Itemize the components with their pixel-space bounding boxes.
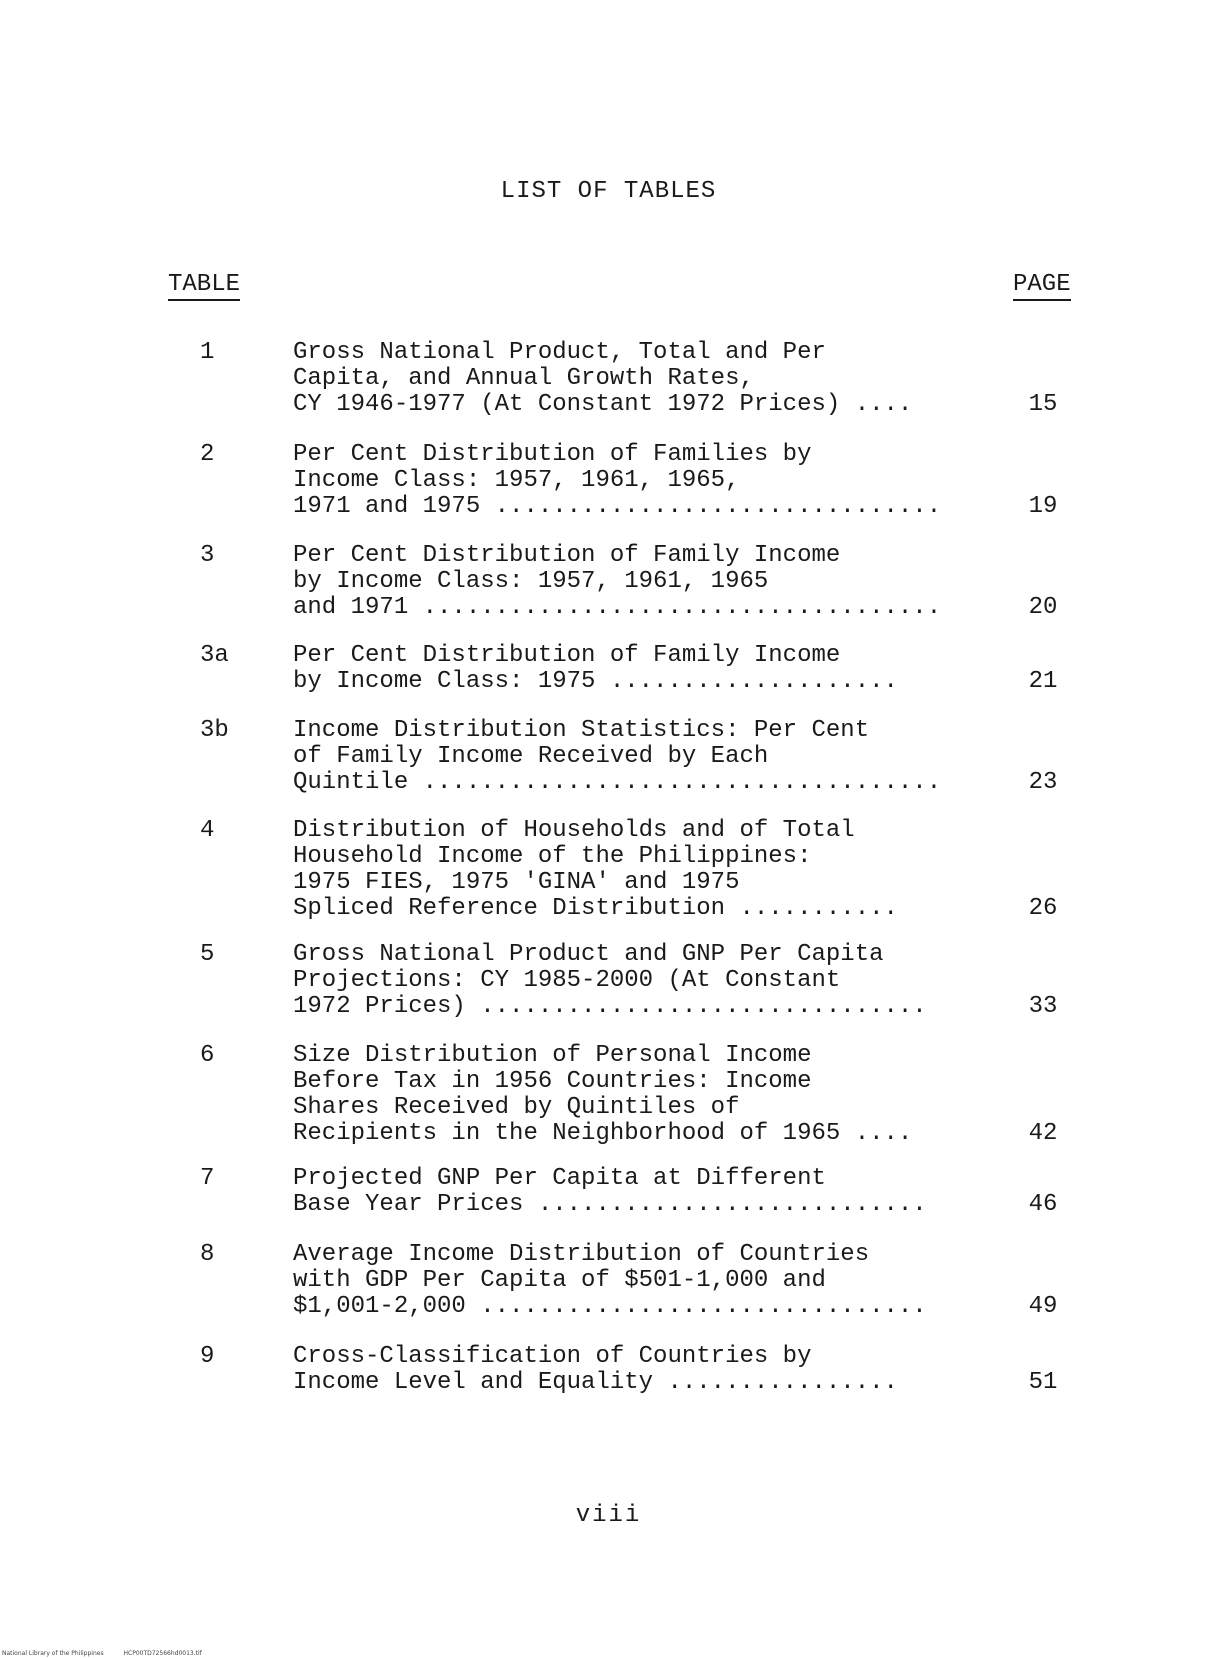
table-title-line: Cross-Classification of Countries by <box>293 1344 812 1370</box>
page-number: 42 <box>1028 1120 1058 1147</box>
table-title-line: CY 1946-1977 (At Constant 1972 Prices) .... <box>293 392 913 418</box>
table-title-line: Income Level and Equality ................ <box>293 1370 898 1396</box>
table-title <box>293 818 983 922</box>
table-number: 8 <box>200 1241 215 1268</box>
table-title-line: by Income Class: 1957, 1961, 1965 <box>293 569 769 595</box>
page-title: LIST OF TABLES <box>500 178 717 205</box>
library-mark: National Library of the Philippines <box>2 1650 104 1657</box>
page-number: 23 <box>1028 769 1058 796</box>
table-title-line: Income Class: 1957, 1961, 1965, <box>293 468 740 494</box>
table-title-line: $1,001-2,000 ............................... <box>293 1294 927 1320</box>
page-number: 15 <box>1028 391 1058 418</box>
table-title-line: by Income Class: 1975 .................... <box>293 669 898 695</box>
table-title <box>293 1242 983 1320</box>
page-number: 33 <box>1028 993 1058 1020</box>
page-folio: viii <box>575 1502 642 1529</box>
table-title-line: Per Cent Distribution of Families by <box>293 442 812 468</box>
table-title-line: Base Year Prices ........................... <box>293 1192 927 1218</box>
page-number: 19 <box>1028 493 1058 520</box>
table-title-line: Projections: CY 1985-2000 (At Constant <box>293 968 841 994</box>
table-title-line: Projected GNP Per Capita at Different <box>293 1166 826 1192</box>
page-column-header: PAGE <box>1013 272 1071 301</box>
page-number: 21 <box>1028 668 1058 695</box>
table-title <box>293 1344 983 1396</box>
page-number: 51 <box>1028 1369 1058 1396</box>
table-title-line: Gross National Product, Total and Per <box>293 340 826 366</box>
table-number: 6 <box>200 1042 215 1069</box>
table-title-line: Shares Received by Quintiles of <box>293 1095 740 1121</box>
table-title-line: Household Income of the Philippines: <box>293 844 812 870</box>
table-number: 1 <box>200 339 215 366</box>
table-title-line: Size Distribution of Personal Income <box>293 1043 812 1069</box>
table-title-line: Per Cent Distribution of Family Income <box>293 643 841 669</box>
table-title-line: 1975 FIES, 1975 'GINA' and 1975 <box>293 870 740 896</box>
table-title <box>293 942 983 1020</box>
table-number: 3b <box>200 717 229 744</box>
table-title-line: Income Distribution Statistics: Per Cent <box>293 718 870 744</box>
table-title-line: Capita, and Annual Growth Rates, <box>293 366 754 392</box>
table-title <box>293 543 983 621</box>
table-title-line: of Family Income Received by Each <box>293 744 769 770</box>
table-title-line: Before Tax in 1956 Countries: Income <box>293 1069 812 1095</box>
table-title <box>293 643 983 695</box>
table-number: 2 <box>200 441 215 468</box>
file-mark: HCP00TD72566hd0013.tif <box>123 1650 202 1657</box>
page-number: 20 <box>1028 594 1058 621</box>
table-title-line: 1972 Prices) ............................... <box>293 994 927 1020</box>
page-number: 26 <box>1028 895 1058 922</box>
table-title-line: Average Income Distribution of Countries <box>293 1242 870 1268</box>
scan-footer <box>2 1650 220 1657</box>
table-title <box>293 340 983 418</box>
table-title-line: Distribution of Households and of Total <box>293 818 855 844</box>
table-number: 7 <box>200 1165 215 1192</box>
page-number: 46 <box>1028 1191 1058 1218</box>
table-column-header: TABLE <box>168 272 240 301</box>
table-title-line: Quintile .................................... <box>293 770 942 796</box>
table-number: 9 <box>200 1343 215 1370</box>
table-title-line: 1971 and 1975 ............................... <box>293 494 942 520</box>
table-title <box>293 1043 983 1147</box>
table-title <box>293 1166 983 1218</box>
table-title-line: and 1971 .................................... <box>293 595 942 621</box>
table-number: 3a <box>200 642 229 669</box>
table-title-line: Gross National Product and GNP Per Capita <box>293 942 884 968</box>
table-title-line: with GDP Per Capita of $501-1,000 and <box>293 1268 826 1294</box>
table-number: 5 <box>200 941 215 968</box>
table-number: 3 <box>200 542 215 569</box>
page-number: 49 <box>1028 1293 1058 1320</box>
table-title <box>293 718 983 796</box>
table-title <box>293 442 983 520</box>
table-title-line: Recipients in the Neighborhood of 1965 .... <box>293 1121 913 1147</box>
table-number: 4 <box>200 817 215 844</box>
table-title-line: Spliced Reference Distribution ........... <box>293 896 898 922</box>
table-title-line: Per Cent Distribution of Family Income <box>293 543 841 569</box>
